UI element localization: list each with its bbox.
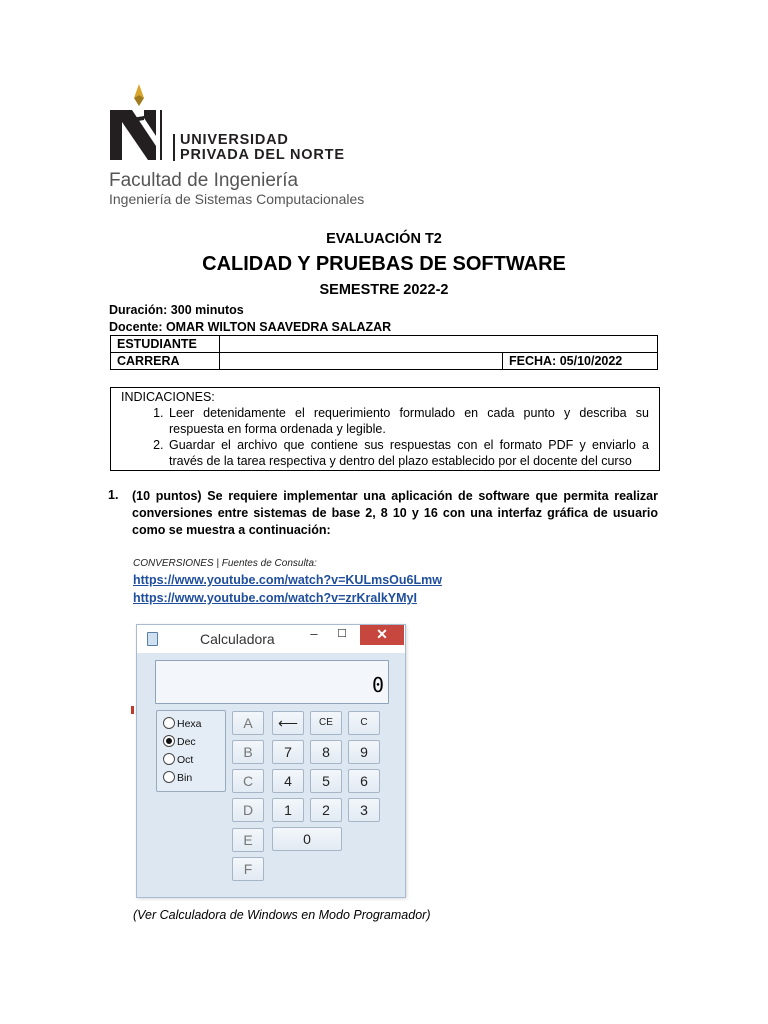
indications-list [121, 405, 649, 469]
key-5[interactable]: 5 [310, 769, 342, 793]
logo-divider [173, 134, 175, 161]
key-8[interactable]: 8 [310, 740, 342, 764]
radio-hexa-indicator [163, 717, 175, 729]
course-title: CALIDAD Y PRUEBAS DE SOFTWARE [202, 253, 566, 275]
key-2[interactable]: 2 [310, 798, 342, 822]
table-row [111, 353, 658, 370]
radio-bin-indicator [163, 771, 175, 783]
radio-dec-label: Dec [177, 736, 196, 748]
semester-title: SEMESTRE 2022-2 [319, 282, 449, 298]
maximize-button[interactable]: ☐ [337, 628, 347, 640]
clear-key[interactable]: C [348, 711, 380, 735]
source-link-1[interactable]: https://www.youtube.com/watch?v=KULmsOu6Lmw [133, 573, 442, 587]
number-base-group [156, 710, 226, 792]
stray-mark [131, 706, 134, 714]
question-number: 1. [108, 488, 119, 502]
radio-dec-indicator [163, 735, 175, 747]
radio-hexa[interactable] [163, 717, 202, 730]
radio-dec[interactable] [163, 735, 196, 748]
clear-entry-key[interactable]: CE [310, 711, 342, 735]
career-value-field[interactable] [220, 353, 503, 370]
student-info-table [110, 335, 658, 370]
calculator-display: 0 [155, 660, 389, 704]
calculator-app-icon [147, 632, 158, 646]
radio-oct-indicator [163, 753, 175, 765]
key-4[interactable]: 4 [272, 769, 304, 793]
table-row [111, 336, 658, 353]
program-subtitle: Ingeniería de Sistemas Computacionales [109, 191, 365, 207]
calculator-window [136, 624, 406, 898]
key-7[interactable]: 7 [272, 740, 304, 764]
student-value-field[interactable] [220, 336, 658, 353]
key-e[interactable]: E [232, 828, 264, 852]
key-9[interactable]: 9 [348, 740, 380, 764]
calculator-titlebar [137, 625, 405, 653]
date-cell: FECHA: 05/10/2022 [503, 353, 658, 370]
student-label: ESTUDIANTE [111, 336, 220, 353]
radio-oct[interactable] [163, 753, 193, 766]
key-6[interactable]: 6 [348, 769, 380, 793]
career-label: CARRERA [111, 353, 220, 370]
question-text: (10 puntos) Se requiere implementar una aplicación de software que permita realizar conversiones entre sistemas de base 2, 8 10 y 16 con una interfaz gráfica de usuario como se muestra a continuación: [132, 489, 658, 537]
backspace-key[interactable]: ⟵ [272, 711, 304, 735]
duration-text: Duración: 300 minutos [109, 303, 244, 317]
key-c-hex[interactable]: C [232, 769, 264, 793]
key-1[interactable]: 1 [272, 798, 304, 822]
radio-hexa-label: Hexa [177, 718, 202, 730]
university-logo-icon [108, 84, 170, 162]
university-line-2: PRIVADA DEL NORTE [180, 147, 345, 163]
key-b[interactable]: B [232, 740, 264, 764]
university-line-1: UNIVERSIDAD [180, 132, 289, 148]
source-link-2[interactable]: https://www.youtube.com/watch?v=zrKralkYMyI [133, 591, 417, 605]
indications-title: INDICACIONES: [121, 390, 215, 404]
faculty-title: Facultad de Ingeniería [109, 170, 299, 191]
list-item: 1. Leer detenidamente el requerimiento formulado en cada punto y describa su respuesta en forma ordenada y legible. [167, 405, 649, 437]
key-a[interactable]: A [232, 711, 264, 735]
evaluation-title: EVALUACIÓN T2 [326, 231, 442, 247]
key-f[interactable]: F [232, 857, 264, 881]
key-d[interactable]: D [232, 798, 264, 822]
indications-box [110, 387, 660, 471]
calculator-caption: (Ver Calculadora de Windows en Modo Programador) [133, 908, 431, 922]
key-3[interactable]: 3 [348, 798, 380, 822]
radio-bin-label: Bin [177, 772, 193, 784]
calculator-title: Calculadora [200, 631, 275, 647]
teacher-text: Docente: OMAR WILTON SAAVEDRA SALAZAR [109, 320, 392, 334]
radio-bin[interactable] [163, 771, 192, 784]
minimize-button[interactable]: – [310, 626, 318, 641]
university-name [180, 133, 345, 163]
sources-label: CONVERSIONES | Fuentes de Consulta: [133, 558, 317, 569]
radio-oct-label: Oct [177, 754, 194, 766]
key-0[interactable]: 0 [272, 827, 342, 851]
list-item: 2. Guardar el archivo que contiene sus respuestas con el formato PDF y enviarlo a través de la tarea respectiva y dentro del plazo establecido por el docente del curso [167, 437, 649, 469]
close-button[interactable]: ✕ [360, 625, 404, 645]
